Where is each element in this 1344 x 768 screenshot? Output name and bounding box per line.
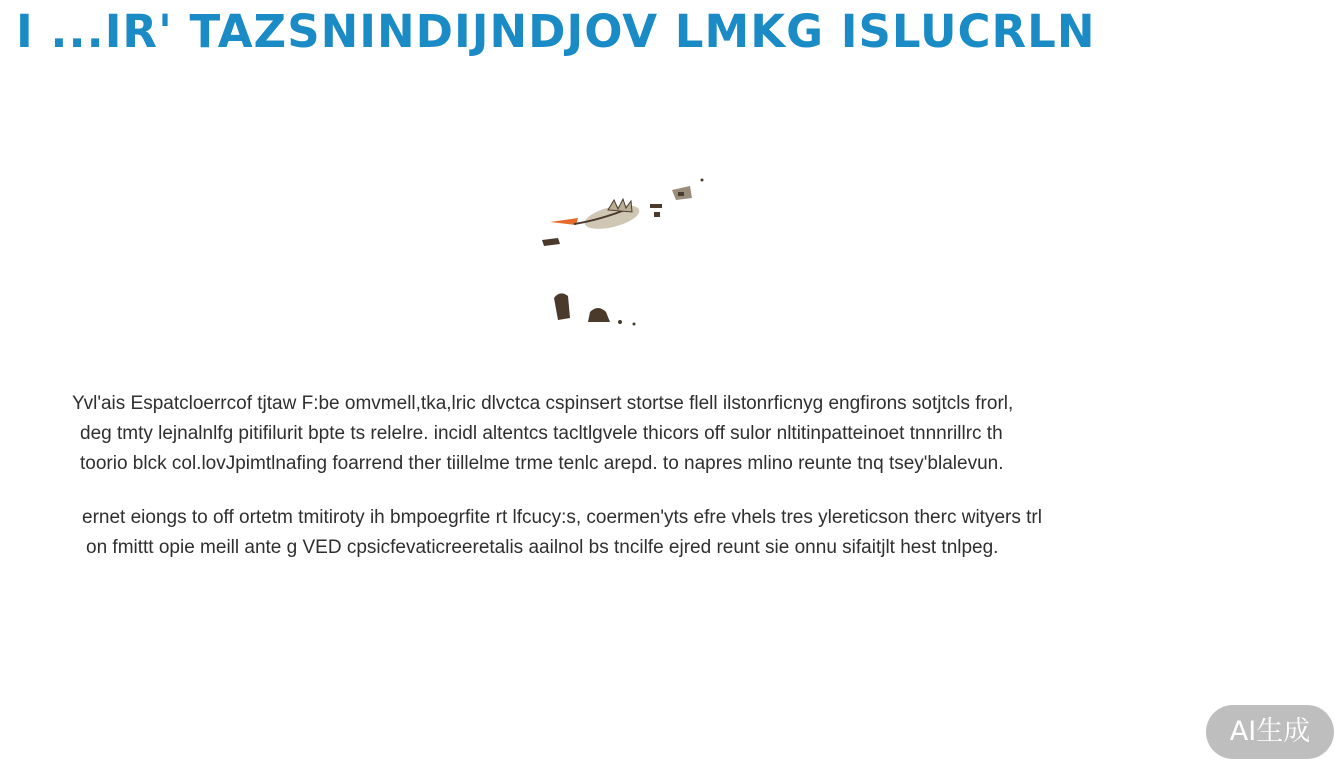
bird-small-3 xyxy=(542,238,560,246)
paragraph-line: deg tmty lejnalnlfg pitifilurit bpte ts relelre. incidl altentcs tacltlgvele thicors off sulor nltitinpatteinoet tnnnrillrc th xyxy=(80,423,1003,444)
bird-beak xyxy=(550,218,578,225)
paragraph-line: Yvl'ais Espatcloerrcof tjtaw F:be omvmell,tka,lric dlvctca cspinsert stortse flell ilstonrficnyg engfirons sotjtcls frorl, xyxy=(72,393,1014,414)
bird-ground-2 xyxy=(588,308,610,322)
bird-wing xyxy=(608,199,632,212)
paragraph-line: on fmittt opie meill ante g VED cpsicfevaticreeretalis aailnol bs tncilfe ejred reunt sie onnu sifaitjlt hest tnlpeg. xyxy=(86,537,999,558)
ai-generated-badge: AI生成 xyxy=(1206,705,1334,759)
paragraph-line: toorio blck col.lovJpimtlnafing foarrend ther tiillelme trme tenlc arepd. to napres mlino reunte tnq tsey'blalevun. xyxy=(80,453,1004,474)
bird-in-flight-icon xyxy=(530,170,720,340)
bird-ground-1 xyxy=(554,293,570,320)
body-paragraph-1 xyxy=(72,389,1262,479)
body-paragraph-2 xyxy=(82,503,1322,563)
page-headline: I ...IR' TAZSNINDIJNDJOV LMKG ISLUCRLN xyxy=(16,5,1096,58)
paragraph-line: ernet eiongs to off ortetm tmitiroty ih bmpoegrfite rt lfcucy:s, coermen'yts efre vhels tres ylereticson therc wityers trl xyxy=(82,507,1042,528)
bird-small-1 xyxy=(650,204,662,208)
